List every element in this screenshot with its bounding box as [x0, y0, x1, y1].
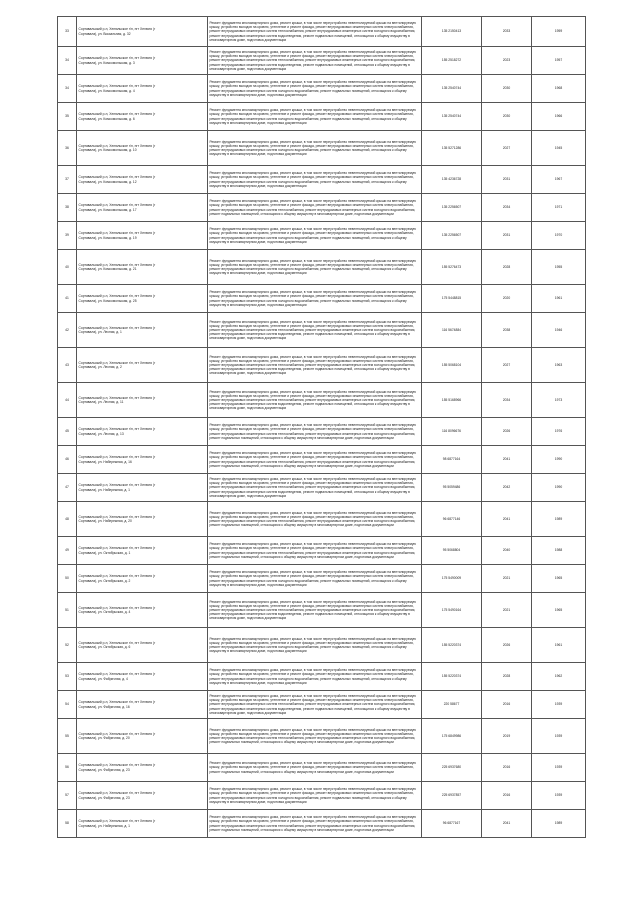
- cost-value: 135 2256507: [422, 222, 482, 250]
- works-description: Ремонт фундамента многоквартирного дома, ремонт крыши, в том числе переустройство невентилируемой крыши на вентилируемую крышу, устройство выходов на кровлю, утепление и ремонт фасада, ремонт внутридомовых инженерных систем электроснабжения, ремонт внутридомовых инженерных систем холодного водоснабжения, ремонт подвальных помещений, относящихся к общему имуществу в многоквартирном доме, подготовка документации: [208, 663, 422, 691]
- row-number: 35: [58, 103, 77, 131]
- planned-year: 2019: [482, 719, 532, 754]
- planned-year: 2027: [482, 348, 532, 383]
- address-line: Сортавальский р-н, Хелюльское г/п, пгт Хелюля (г: [78, 455, 156, 460]
- planned-year: 2026: [482, 418, 532, 446]
- address-line: Сортавала), ул. Фабричная, д. 4: [78, 676, 128, 681]
- works-description: Ремонт фундамента многоквартирного дома, ремонт крыши, в том числе переустройство невентилируемой крыши на вентилируемую крышу, устройство выходов на кровлю, утепление и ремонт фасада, ремонт внутридомовых инженерных систем электроснабжения, ремонт внутридомовых инженерных систем теплоснабжения, ремонт внутридомовых инженерных систем холодного водоснабжения, ремонт внутридомовых инженерных систем водоотведения, ремонт подвальных помещений, относящихся к общему имуществу в многоквартирном доме, подготовка документации: [208, 383, 422, 418]
- row-number: 33: [58, 17, 77, 47]
- address-line: Сортавальский р-н, Хелюльское г/п, пгт Хелюля (г: [78, 574, 156, 579]
- address-line: Сортавальский р-н, Хелюльское г/п, пгт Хелюля (г: [78, 112, 156, 117]
- planned-year: 2033: [482, 17, 532, 47]
- works-description: Ремонт фундамента многоквартирного дома, ремонт крыши, в том числе переустройство невентилируемой крыши на вентилируемую крышу, устройство выходов на кровлю, утепление и ремонт фасада, ремонт внутридомовых инженерных систем электроснабжения, ремонт внутридомовых инженерных систем теплоснабжения, ремонт внутридомовых инженерных систем холодного водоснабжения, ремонт внутридомовых инженерных систем водоотведения, ремонт подвальных помещений, относящихся к общему имуществу в многоквартирном доме, подготовка документации: [208, 348, 422, 383]
- planned-year: 2028: [482, 250, 532, 285]
- works-description: Ремонт фундамента многоквартирного дома, ремонт крыши, в том числе переустройство невентилируемой крыши на вентилируемую крышу, устройство выходов на кровлю, утепление и ремонт фасада, ремонт внутридомовых инженерных систем электроснабжения, ремонт внутридомовых инженерных систем теплоснабжения, ремонт внутридомовых инженерных систем холодного водоснабжения, ремонт подвальных помещений, относящихся к общему имуществу в многоквартирном доме, подготовка документации: [208, 502, 422, 537]
- build-year: 1968: [532, 75, 586, 103]
- works-description: Ремонт фундамента многоквартирного дома, ремонт крыши, в том числе переустройство невентилируемой крыши на вентилируемую крышу, устройство выходов на кровлю, утепление и ремонт фасада, ремонт внутридомовых инженерных систем электроснабжения, ремонт внутридомовых инженерных систем холодного водоснабжения, ремонт подвальных помещений, относящихся к общему имуществу в многоквартирном доме, подготовка документации: [208, 285, 422, 313]
- address-line: Сортавала), ул. Октябрьская, д. 2: [78, 578, 131, 583]
- build-year: 1965: [532, 565, 586, 593]
- address-cell: [77, 103, 208, 131]
- cost-value: 220 58677: [422, 691, 482, 719]
- table-body: [58, 17, 586, 838]
- cost-value: 155 5220374: [422, 628, 482, 663]
- table-row: [58, 194, 586, 222]
- address-line: Сортавальский р-н, Хелюльское г/п, пгт Хелюля (г: [78, 262, 156, 267]
- address-cell: [77, 348, 208, 383]
- cost-value: 98 6877164: [422, 446, 482, 474]
- row-number: 34: [58, 75, 77, 103]
- address-line: Сортавала), ул. Фабричная, д. 16: [78, 704, 130, 709]
- planned-year: 2041: [482, 810, 532, 838]
- address-cell: [77, 383, 208, 418]
- planned-year: 2021: [482, 593, 532, 628]
- row-number: 47: [58, 474, 77, 502]
- table-row: [58, 565, 586, 593]
- cost-value: 135 2540744: [422, 75, 482, 103]
- table-row: [58, 691, 586, 719]
- address-line: Сортавальский р-н, Хелюльское г/п, пгт Хелюля (г: [78, 84, 156, 89]
- cost-value: 155 5276473: [422, 250, 482, 285]
- planned-year: 2031: [482, 222, 532, 250]
- address-line: Сортавала), ул. Октябрьская, д. 6: [78, 645, 131, 649]
- row-number: 38: [58, 194, 77, 222]
- build-year: 1962: [532, 663, 586, 691]
- works-description: Ремонт фундамента многоквартирного дома, ремонт крыши, в том числе переустройство невентилируемой крыши на вентилируемую крышу, устройство выходов на кровлю, утепление и ремонт фасада, ремонт внутридомовых инженерных систем электроснабжения, ремонт внутридомовых инженерных систем теплоснабжения, ремонт внутридомовых инженерных систем холодного водоснабжения, ремонт подвальных помещений, относящихся к общему имуществу в многоквартирном доме, подготовка документации: [208, 194, 422, 222]
- table-row: [58, 47, 586, 75]
- build-year: 1946: [532, 313, 586, 348]
- works-description: Ремонт фундамента многоквартирного дома, ремонт крыши, в том числе переустройство невентилируемой крыши на вентилируемую крышу, устройство выходов на кровлю, утепление и ремонт фасада, ремонт внутридомовых инженерных систем электроснабжения, ремонт внутридомовых инженерных систем теплоснабжения, ремонт внутридомовых инженерных систем холодного водоснабжения, ремонт внутридомовых инженерных систем водоотведения, ремонт подвальных помещений, относящихся к общему имуществу в многоквартирном доме, подготовка документации: [208, 17, 422, 47]
- planned-year: 2023: [482, 47, 532, 75]
- address-cell: [77, 131, 208, 166]
- address-cell: [77, 810, 208, 838]
- table-row: [58, 222, 586, 250]
- address-line: Сортавала), ул. Лесная, д. 2: [78, 365, 122, 369]
- cost-value: 135 5271286: [422, 131, 482, 166]
- table-row: [58, 663, 586, 691]
- address-line: Сортавальский р-н, Хелюльское г/п, пгт Хелюля (г: [78, 700, 156, 705]
- build-year: 1967: [532, 166, 586, 194]
- works-description: Ремонт фундамента многоквартирного дома, ремонт крыши, в том числе переустройство невентилируемой крыши на вентилируемую крышу, устройство выходов на кровлю, утепление и ремонт фасада, ремонт внутридомовых инженерных систем электроснабжения, ремонт внутридомовых инженерных систем теплоснабжения, ремонт внутридомовых инженерных систем холодного водоснабжения, ремонт подвальных помещений, относящихся к общему имуществу в многоквартирном доме, подготовка документации: [208, 418, 422, 446]
- cost-value: 225 6937857: [422, 782, 482, 810]
- build-year: 1961: [532, 285, 586, 313]
- address-line: Сортавальский р-н, Хелюльское г/п, пгт Хелюля (г: [78, 605, 156, 610]
- address-line: Сортавала), ул. Лесная, д. 11: [78, 400, 124, 404]
- table-row: [58, 348, 586, 383]
- row-number: 54: [58, 691, 77, 719]
- build-year: 1965: [532, 593, 586, 628]
- address-line: Сортавальский р-н, Хелюльское г/п, пгт Хелюля (г: [78, 731, 156, 736]
- works-description: Ремонт фундамента многоквартирного дома, ремонт крыши, в том числе переустройство невентилируемой крыши на вентилируемую крышу, устройство выходов на кровлю, утепление и ремонт фасада, ремонт внутридомовых инженерных систем электроснабжения, ремонт внутридомовых инженерных систем холодного водоснабжения, ремонт подвальных помещений, относящихся к общему имуществу в многоквартирном доме, подготовка документации: [208, 75, 422, 103]
- build-year: 1939: [532, 782, 586, 810]
- table-row: [58, 250, 586, 285]
- row-number: 34: [58, 47, 77, 75]
- planned-year: 2016: [482, 782, 532, 810]
- address-line: Сортавала), ул. Комсомольская, д. 4: [78, 88, 135, 93]
- planned-year: 2031: [482, 166, 532, 194]
- planned-year: 2038: [482, 313, 532, 348]
- planned-year: 2030: [482, 75, 532, 103]
- cost-value: 175 5490009: [422, 565, 482, 593]
- address-line: Сортавала), ул. Фабричная, д. 23: [78, 767, 130, 772]
- table-row: [58, 537, 586, 565]
- cost-value: 116 5674884: [422, 313, 482, 348]
- address-line: Сортавала), ул. Фабричная, д. 20: [78, 736, 130, 740]
- address-line: Сортавала), ул. Октябрьская, д. 1: [78, 550, 131, 555]
- works-description: Ремонт фундамента многоквартирного дома, ремонт крыши, в том числе переустройство невентилируемой крыши на вентилируемую крышу, устройство выходов на кровлю, утепление и ремонт фасада, ремонт внутридомовых инженерных систем электроснабжения, ремонт внутридомовых инженерных систем холодного водоснабжения, ремонт подвальных помещений, относящихся к общему имуществу в многоквартирном доме, подготовка документации: [208, 628, 422, 663]
- table-row: [58, 502, 586, 537]
- cost-value: 225 6937680: [422, 754, 482, 782]
- build-year: 1945: [532, 131, 586, 166]
- row-number: 39: [58, 222, 77, 250]
- works-description: Ремонт фундамента многоквартирного дома, ремонт крыши, в том числе переустройство невентилируемой крыши на вентилируемую крышу, устройство выходов на кровлю, утепление и ремонт фасада, ремонт внутридомовых инженерных систем электроснабжения, ремонт внутридомовых инженерных систем холодного водоснабжения, ремонт подвальных помещений, относящихся к общему имуществу в многоквартирном доме, подготовка документации: [208, 565, 422, 593]
- planned-year: 2020: [482, 285, 532, 313]
- row-number: 37: [58, 166, 77, 194]
- cost-value: 116 8096676: [422, 418, 482, 446]
- row-number: 50: [58, 565, 77, 593]
- build-year: 1939: [532, 719, 586, 754]
- address-line: Сортавала), ул. Комсомольская, д. 10: [78, 148, 137, 152]
- address-line: Сортавальский р-н, Хелюльское г/п, пгт Хелюля (г: [78, 819, 156, 824]
- address-cell: [77, 593, 208, 628]
- build-year: 1976: [532, 418, 586, 446]
- planned-year: 2028: [482, 663, 532, 691]
- table-row: [58, 593, 586, 628]
- row-number: 42: [58, 313, 77, 348]
- cost-value: 95 5059486: [422, 474, 482, 502]
- works-description: Ремонт фундамента многоквартирного дома, ремонт крыши, в том числе переустройство невентилируемой крыши на вентилируемую крышу, устройство выходов на кровлю, утепление и ремонт фасада, ремонт внутридомовых инженерных систем электроснабжения, ремонт внутридомовых инженерных систем теплоснабжения, ремонт внутридомовых инженерных систем холодного водоснабжения, ремонт внутридомовых инженерных систем водоотведения, ремонт подвальных помещений, относящихся к общему имуществу в многоквартирном доме, подготовка документации: [208, 691, 422, 719]
- build-year: 1973: [532, 383, 586, 418]
- planned-year: 2016: [482, 691, 532, 719]
- address-line: Сортавальский р-н, Хелюльское г/п, пгт Хелюля (г: [78, 763, 156, 768]
- address-cell: [77, 474, 208, 502]
- address-line: Сортавала), ул. Комсомольская, д. 19: [78, 235, 137, 240]
- build-year: 1963: [532, 348, 586, 383]
- cost-value: 135 2150413: [422, 17, 482, 47]
- address-line: Сортавальский р-н, Хелюльское г/п, пгт Хелюля (г: [78, 143, 156, 148]
- row-number: 46: [58, 446, 77, 474]
- build-year: 1939: [532, 691, 586, 719]
- address-line: Сортавала), ул. Комсомольская, д. 3: [78, 60, 135, 65]
- planned-year: 2030: [482, 103, 532, 131]
- build-year: 1961: [532, 628, 586, 663]
- planned-year: 2040: [482, 537, 532, 565]
- address-cell: [77, 17, 208, 47]
- table-row: [58, 474, 586, 502]
- row-number: 43: [58, 348, 77, 383]
- table-row: [58, 383, 586, 418]
- address-cell: [77, 691, 208, 719]
- cost-value: 135 2256507: [422, 194, 482, 222]
- row-number: 53: [58, 663, 77, 691]
- address-line: Сортавала), ул. Вокзальная, д. 32: [78, 31, 131, 36]
- planned-year: 2041: [482, 502, 532, 537]
- row-number: 44: [58, 383, 77, 418]
- build-year: 1971: [532, 194, 586, 222]
- table-row: [58, 810, 586, 838]
- address-cell: [77, 194, 208, 222]
- planned-year: 2026: [482, 628, 532, 663]
- address-line: Сортавальский р-н, Хелюльское г/п, пгт Хелюля (г: [78, 483, 156, 488]
- build-year: 1955: [532, 250, 586, 285]
- table-row: [58, 166, 586, 194]
- works-description: Ремонт фундамента многоквартирного дома, ремонт крыши, в том числе переустройство невентилируемой крыши на вентилируемую крышу, устройство выходов на кровлю, утепление и ремонт фасада, ремонт внутридомовых инженерных систем электроснабжения, ремонт внутридомовых инженерных систем холодного водоснабжения, ремонт подвальных помещений, относящихся к общему имуществу в многоквартирном доме, подготовка документации: [208, 103, 422, 131]
- address-line: Сортавальский р-н, Хелюльское г/п, пгт Хелюля (г: [78, 56, 156, 61]
- address-cell: [77, 719, 208, 754]
- planned-year: 2021: [482, 565, 532, 593]
- build-year: 1989: [532, 502, 586, 537]
- address-line: Сортавала), ул. Комсомольская, д. 6: [78, 116, 135, 121]
- cost-value: 96 6877167: [422, 810, 482, 838]
- works-description: Ремонт фундамента многоквартирного дома, ремонт крыши, в том числе переустройство невентилируемой крыши на вентилируемую крышу, устройство выходов на кровлю, утепление и ремонт фасада, ремонт внутридомовых инженерных систем электроснабжения, ремонт внутридомовых инженерных систем холодного водоснабжения, ремонт подвальных помещений, относящихся к общему имуществу в многоквартирном доме, подготовка документации: [208, 250, 422, 285]
- address-line: Сортавальский р-н, Хелюльское г/п, пгт Хелюля (г: [78, 325, 156, 330]
- address-line: Сортавальский р-н, Хелюльское г/п, пгт Хелюля (г: [78, 640, 156, 645]
- row-number: 40: [58, 250, 77, 285]
- address-cell: [77, 418, 208, 446]
- address-line: Сортавальский р-н, Хелюльское г/п, пгт Хелюля (г: [78, 395, 156, 400]
- address-cell: [77, 285, 208, 313]
- address-line: Сортавальский р-н, Хелюльское г/п, пгт Хелюля (г: [78, 203, 156, 208]
- build-year: 1970: [532, 222, 586, 250]
- cost-value: 155 2518272: [422, 47, 482, 75]
- build-year: 1959: [532, 17, 586, 47]
- works-description: Ремонт фундамента многоквартирного дома, ремонт крыши, в том числе переустройство невентилируемой крыши на вентилируемую крышу, устройство выходов на кровлю, утепление и ремонт фасада, ремонт внутридомовых инженерных систем электроснабжения, ремонт внутридомовых инженерных систем теплоснабжения, ремонт внутридомовых инженерных систем холодного водоснабжения, ремонт подвальных помещений, относящихся к общему имуществу в многоквартирном доме, подготовка документации: [208, 446, 422, 474]
- address-cell: [77, 166, 208, 194]
- address-cell: [77, 565, 208, 593]
- table-row: [58, 782, 586, 810]
- address-cell: [77, 250, 208, 285]
- planned-year: 2034: [482, 194, 532, 222]
- cost-value: 95 5068804: [422, 537, 482, 565]
- table-row: [58, 103, 586, 131]
- address-line: Сортавальский р-н, Хелюльское г/п, пгт Хелюля (г: [78, 546, 156, 551]
- address-cell: [77, 502, 208, 537]
- cost-value: 135 2540744: [422, 103, 482, 131]
- works-description: Ремонт фундамента многоквартирного дома, ремонт крыши, в том числе переустройство невентилируемой крыши на вентилируемую крышу, устройство выходов на кровлю, утепление и ремонт фасада, ремонт внутридомовых инженерных систем электроснабжения, ремонт подвальных помещений, относящихся к общему имуществу в многоквартирном доме, подготовка документации: [208, 754, 422, 782]
- address-line: Сортавала), ул. Фабричная, д. 23: [78, 795, 130, 800]
- row-number: 48: [58, 502, 77, 537]
- planned-year: 2042: [482, 474, 532, 502]
- row-number: 41: [58, 285, 77, 313]
- address-line: Сортавала), ул. Набережная, д. 16: [78, 459, 132, 464]
- works-description: Ремонт фундамента многоквартирного дома, ремонт крыши, в том числе переустройство невентилируемой крыши на вентилируемую крышу, устройство выходов на кровлю, утепление и ремонт фасада, ремонт внутридомовых инженерных систем электроснабжения, ремонт внутридомовых инженерных систем холодного водоснабжения, ремонт подвальных помещений, относящихся к общему имуществу в многоквартирном доме, подготовка документации: [208, 782, 422, 810]
- works-description: Ремонт фундамента многоквартирного дома, ремонт крыши, в том числе переустройство невентилируемой крыши на вентилируемую крышу, устройство выходов на кровлю, утепление и ремонт фасада, ремонт внутридомовых инженерных систем электроснабжения, ремонт внутридомовых инженерных систем теплоснабжения, ремонт внутридомовых инженерных систем холодного водоснабжения, ремонт подвальных помещений, относящихся к общему имуществу в многоквартирном доме, подготовка документации: [208, 719, 422, 754]
- address-cell: [77, 628, 208, 663]
- address-line: Сортавала), ул. Комсомольская, д. 25: [78, 298, 137, 303]
- table-row: [58, 313, 586, 348]
- cost-value: 155 5220374: [422, 663, 482, 691]
- row-number: 36: [58, 131, 77, 166]
- row-number: 52: [58, 628, 77, 663]
- address-line: Сортавала), ул. Набережная, д. 20: [78, 519, 132, 523]
- build-year: 1989: [532, 810, 586, 838]
- address-line: Сортавальский р-н, Хелюльское г/п, пгт Хелюля (г: [78, 360, 156, 365]
- table-row: [58, 719, 586, 754]
- address-cell: [77, 754, 208, 782]
- row-number: 51: [58, 593, 77, 628]
- address-line: Сортавала), ул. Комсомольская, д. 12: [78, 179, 137, 184]
- row-number: 56: [58, 754, 77, 782]
- address-line: Сортавала), ул. Лесная, д. 1: [78, 330, 122, 334]
- build-year: 1957: [532, 47, 586, 75]
- cost-value: 175 5490164: [422, 593, 482, 628]
- row-number: 45: [58, 418, 77, 446]
- cost-value: 135 4236728: [422, 166, 482, 194]
- table-row: [58, 17, 586, 47]
- works-description: Ремонт фундамента многоквартирного дома, ремонт крыши, в том числе переустройство невентилируемой крыши на вентилируемую крышу, устройство выходов на кровлю, утепление и ремонт фасада, ремонт внутридомовых инженерных систем электроснабжения, ремонт внутридомовых инженерных систем теплоснабжения, ремонт внутридомовых инженерных систем холодного водоснабжения, ремонт внутридомовых инженерных систем водоотведения, ремонт подвальных помещений, относящихся к общему имуществу в многоквартирном доме, подготовка документации: [208, 474, 422, 502]
- works-description: Ремонт фундамента многоквартирного дома, ремонт крыши, в том числе переустройство невентилируемой крыши на вентилируемую крышу, устройство выходов на кровлю, утепление и ремонт фасада, ремонт внутридомовых инженерных систем электроснабжения, ремонт внутридомовых инженерных систем холодного водоснабжения, ремонт подвальных помещений, относящихся к общему имуществу в многоквартирном доме, подготовка документации: [208, 222, 422, 250]
- works-description: Ремонт фундамента многоквартирного дома, ремонт крыши, в том числе переустройство невентилируемой крыши на вентилируемую крышу, устройство выходов на кровлю, утепление и ремонт фасада, ремонт внутридомовых инженерных систем электроснабжения, ремонт внутридомовых инженерных систем теплоснабжения, ремонт внутридомовых инженерных систем холодного водоснабжения, ремонт подвальных помещений, относящихся к общему имуществу в многоквартирном доме, подготовка документации: [208, 537, 422, 565]
- table-row: [58, 75, 586, 103]
- row-number: 55: [58, 719, 77, 754]
- cost-value: 96 6877146: [422, 502, 482, 537]
- table-row: [58, 285, 586, 313]
- planned-year: 2034: [482, 383, 532, 418]
- address-line: Сортавала), ул. Комсомольская, д. 21: [78, 267, 137, 271]
- row-number: 58: [58, 810, 77, 838]
- address-line: Сортавальский р-н, Хелюльское г/п, пгт Хелюля (г: [78, 427, 156, 432]
- address-line: Сортавальский р-н, Хелюльское г/п, пгт Хелюля (г: [78, 27, 156, 32]
- cost-value: 155 5068104: [422, 348, 482, 383]
- address-line: Сортавала), ул. Набережная, д. 1: [78, 823, 130, 828]
- build-year: 1990: [532, 474, 586, 502]
- cost-value: 175 5448815: [422, 285, 482, 313]
- table-row: [58, 418, 586, 446]
- row-number: 57: [58, 782, 77, 810]
- address-line: Сортавальский р-н, Хелюльское г/п, пгт Хелюля (г: [78, 294, 156, 299]
- planned-year: 2027: [482, 131, 532, 166]
- row-number: 49: [58, 537, 77, 565]
- table-row: [58, 628, 586, 663]
- build-year: 1939: [532, 754, 586, 782]
- cost-value: 155 5168966: [422, 383, 482, 418]
- address-cell: [77, 446, 208, 474]
- works-description: Ремонт фундамента многоквартирного дома, ремонт крыши, в том числе переустройство невентилируемой крыши на вентилируемую крышу, устройство выходов на кровлю, утепление и ремонт фасада, ремонт внутридомовых инженерных систем электроснабжения, ремонт внутридомовых инженерных систем теплоснабжения, ремонт внутридомовых инженерных систем холодного водоснабжения, ремонт внутридомовых инженерных систем водоотведения, ремонт подвальных помещений, относящихся к общему имуществу в многоквартирном доме, подготовка документации: [208, 47, 422, 75]
- table-row: [58, 131, 586, 166]
- address-cell: [77, 663, 208, 691]
- address-cell: [77, 222, 208, 250]
- table-row: [58, 754, 586, 782]
- address-line: Сортавала), ул. Комсомольская, д. 17: [78, 207, 137, 212]
- cost-value: 175 6849986: [422, 719, 482, 754]
- address-cell: [77, 782, 208, 810]
- address-line: Сортавала), ул. Лесная, д. 13: [78, 431, 124, 436]
- works-description: Ремонт фундамента многоквартирного дома, ремонт крыши, в том числе переустройство невентилируемой крыши на вентилируемую крышу, устройство выходов на кровлю, утепление и ремонт фасада, ремонт внутридомовых инженерных систем электроснабжения, ремонт внутридомовых инженерных систем холодного водоснабжения, ремонт подвальных помещений, относящихся к общему имуществу в многоквартирном доме, подготовка документации: [208, 166, 422, 194]
- address-cell: [77, 313, 208, 348]
- address-line: Сортавальский р-н, Хелюльское г/п, пгт Хелюля (г: [78, 231, 156, 236]
- capital-repair-table: [57, 16, 586, 838]
- works-description: Ремонт фундамента многоквартирного дома, ремонт крыши, в том числе переустройство невентилируемой крыши на вентилируемую крышу, устройство выходов на кровлю, утепление и ремонт фасада, ремонт внутридомовых инженерных систем электроснабжения, ремонт внутридомовых инженерных систем теплоснабжения, ремонт внутридомовых инженерных систем холодного водоснабжения, ремонт внутридомовых инженерных систем водоотведения, ремонт подвальных помещений, относящихся к общему имуществу в многоквартирном доме, подготовка документации: [208, 313, 422, 348]
- address-line: Сортавала), ул. Набережная, д. 1: [78, 487, 130, 492]
- address-cell: [77, 537, 208, 565]
- address-line: Сортавальский р-н, Хелюльское г/п, пгт Хелюля (г: [78, 175, 156, 180]
- table-row: [58, 446, 586, 474]
- build-year: 1966: [532, 103, 586, 131]
- works-description: Ремонт фундамента многоквартирного дома, ремонт крыши, в том числе переустройство невентилируемой крыши на вентилируемую крышу, устройство выходов на кровлю, утепление и ремонт фасада, ремонт внутридомовых инженерных систем электроснабжения, ремонт внутридомовых инженерных систем теплоснабжения, ремонт внутридомовых инженерных систем холодного водоснабжения, ремонт внутридомовых инженерных систем водоотведения, ремонт подвальных помещений, относящихся к общему имуществу в многоквартирном доме, подготовка документации: [208, 593, 422, 628]
- planned-year: 2016: [482, 754, 532, 782]
- address-line: Сортавала), ул. Октябрьская, д. 4: [78, 610, 131, 614]
- address-line: Сортавальский р-н, Хелюльское г/п, пгт Хелюля (г: [78, 791, 156, 796]
- address-line: Сортавальский р-н, Хелюльское г/п, пгт Хелюля (г: [78, 672, 156, 677]
- build-year: 1988: [532, 537, 586, 565]
- works-description: Ремонт фундамента многоквартирного дома, ремонт крыши, в том числе переустройство невентилируемой крыши на вентилируемую крышу, устройство выходов на кровлю, утепление и ремонт фасада, ремонт внутридомовых инженерных систем электроснабжения, ремонт внутридомовых инженерных систем теплоснабжения, ремонт внутридомовых инженерных систем холодного водоснабжения, ремонт подвальных помещений, относящихся к общему имуществу в многоквартирном доме, подготовка документации: [208, 810, 422, 838]
- works-description: Ремонт фундамента многоквартирного дома, ремонт крыши, в том числе переустройство невентилируемой крыши на вентилируемую крышу, устройство выходов на кровлю, утепление и ремонт фасада, ремонт внутридомовых инженерных систем электроснабжения, ремонт внутридомовых инженерных систем холодного водоснабжения, ремонт подвальных помещений, относящихся к общему имуществу в многоквартирном доме, подготовка документации: [208, 131, 422, 166]
- address-cell: [77, 47, 208, 75]
- planned-year: 2041: [482, 446, 532, 474]
- build-year: 1990: [532, 446, 586, 474]
- address-cell: [77, 75, 208, 103]
- address-line: Сортавальский р-н, Хелюльское г/п, пгт Хелюля (г: [78, 514, 156, 519]
